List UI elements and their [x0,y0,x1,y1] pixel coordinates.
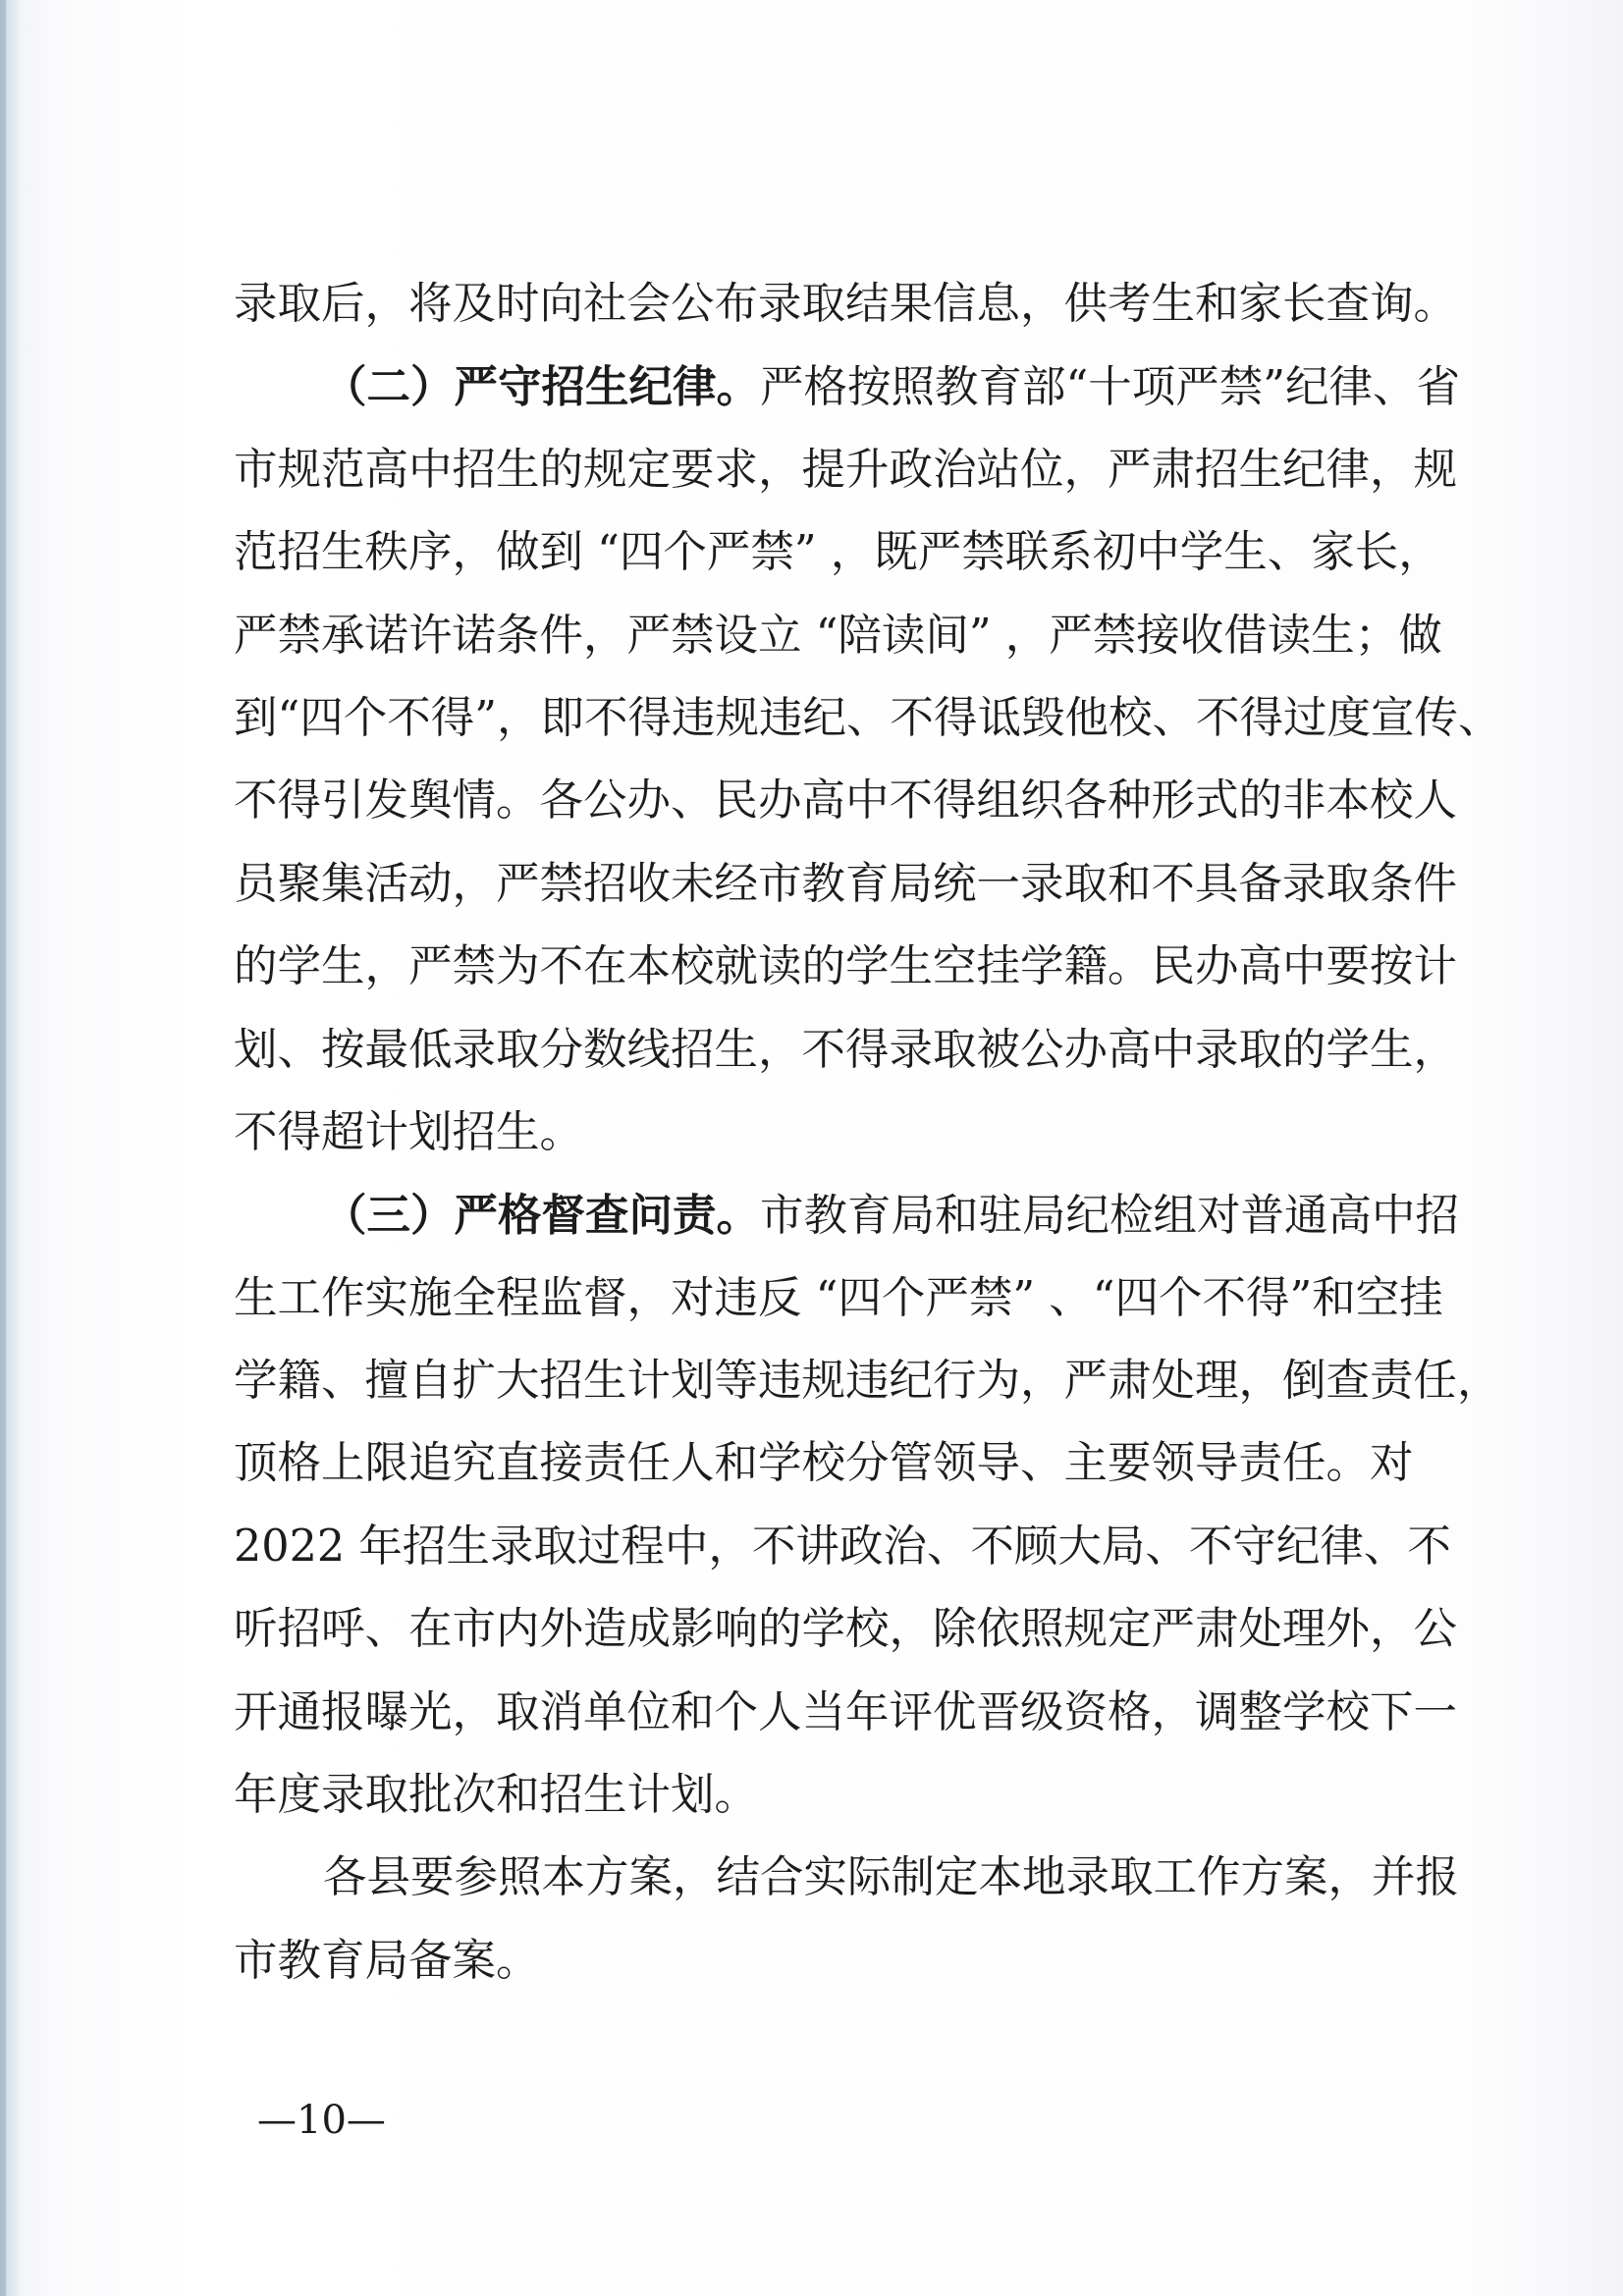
text-line: 年度录取批次和招生计划。 [234,1770,759,1821]
text-line: 录取后，将及时向社会公布录取结果信息，供考生和家长查询。 [234,279,1458,329]
text-line: 员聚集活动，严禁招收未经市教育局统一录取和不具备录取条件 [234,858,1458,909]
text-line: 市规范高中招生的规定要求，提升政治站位，严肃招生纪律，规 [234,444,1458,495]
text-line: 不得超计划招生。 [234,1106,584,1157]
text-run: 严格按照教育部“十项严禁”纪律、省 [760,362,1461,413]
text-line: 学籍、擅自扩大招生计划等违规违纪行为，严肃处理，倒查责任， [234,1356,1501,1407]
text-line: 不得引发舆情。各公办、民办高中不得组织各种形式的非本校人 [234,775,1458,827]
text-line: 划、按最低录取分数线招生，不得录取被公办高中录取的学生， [234,1024,1458,1075]
document-body [234,263,1502,2002]
text-line: 顶格上限追究直接责任人和学校分管领导、主要领导责任。对 [234,1438,1414,1489]
text-line: 严禁承诺许诺条件，严禁设立 “陪读间” ，严禁接收借读生；做 [234,610,1442,661]
text-line: 到“四个不得”，即不得违规违纪、不得诋毁他校、不得过度宣传、 [234,692,1502,743]
text-line [234,346,1461,428]
page-number: —10— [257,2098,386,2143]
text-line: 各县要参照本方案，结合实际制定本地录取工作方案，并报 [323,1852,1460,1903]
section-heading-discipline: （二）严守招生纪律。 [323,361,761,413]
text-line [234,1174,1460,1256]
text-line: 听招呼、在市内外造成影响的学校，除依照规定严肃处理外，公 [234,1604,1458,1655]
scan-edge [0,0,6,2296]
section-heading-accountability: （三）严格督查问责。 [323,1190,761,1242]
text-line: 的学生，严禁为不在本校就读的学生空挂学籍。民办高中要按计 [234,941,1458,992]
text-line: 2022 年招生录取过程中，不讲政治、不顾大局、不守纪律、不 [234,1521,1451,1572]
text-line: 开通报曝光，取消单位和个人当年评优晋级资格，调整学校下一 [234,1686,1458,1737]
text-line: 生工作实施全程监督，对违反 “四个严禁” 、“四个不得”和空挂 [234,1272,1443,1323]
text-line: 市教育局备案。 [234,1935,540,1986]
text-run: 市教育局和驻局纪检组对普通高中招 [760,1191,1460,1242]
text-line: 范招生秩序，做到 “四个严禁” ，既严禁联系初中学生、家长， [234,527,1442,578]
